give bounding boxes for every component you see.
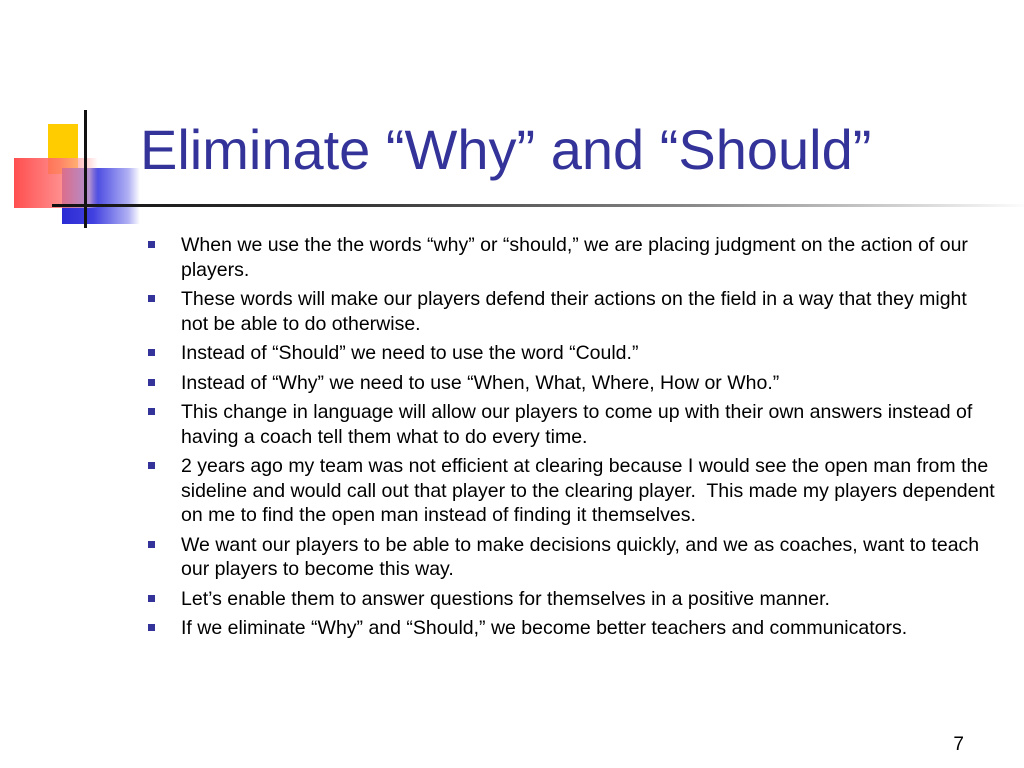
bullet-item	[148, 533, 998, 582]
bullet-item	[148, 233, 998, 282]
bullet-square-icon	[148, 379, 155, 386]
bullet-item	[148, 616, 998, 641]
bullet-square-icon	[148, 295, 155, 302]
bullet-text: If we eliminate “Why” and “Should,” we become better teachers and communicators.	[181, 617, 908, 639]
bullet-list	[148, 233, 1001, 646]
bullet-item	[148, 341, 998, 366]
bullet-square-icon	[148, 241, 155, 248]
title-underline	[52, 204, 1024, 207]
bullet-square-icon	[148, 541, 155, 548]
bullet-text: We want our players to be able to make decisions quickly, and we as coaches, want to teach our players to become this way.	[181, 533, 980, 580]
bullet-text: This change in language will allow our players to come up with their own answers instead of having a coach tell them what to do every time.	[181, 401, 973, 448]
bullet-text: Instead of “Should” we need to use the word “Could.”	[181, 342, 639, 364]
page-number: 7	[953, 734, 964, 755]
logo-vertical-line	[84, 110, 87, 228]
bullet-square-icon	[148, 595, 155, 602]
bullet-text: These words will make our players defend their actions on the field in a way that they might not be able to do otherwise.	[181, 288, 967, 335]
bullet-text: Instead of “Why” we need to use “When, What, Where, How or Who.”	[181, 371, 780, 394]
bullet-item	[148, 400, 998, 449]
bullet-square-icon	[148, 349, 155, 356]
bullet-square-icon	[148, 624, 155, 631]
bullet-square-icon	[148, 462, 155, 469]
bullet-item	[148, 287, 998, 336]
bullet-item	[148, 454, 1001, 528]
bullet-square-icon	[148, 408, 155, 415]
bullet-text: Let’s enable them to answer questions for themselves in a positive manner.	[181, 587, 830, 610]
bullet-text: When we use the the words “why” or “should,” we are placing judgment on the action of our players.	[181, 234, 968, 281]
bullet-item	[148, 371, 998, 396]
bullet-item	[148, 587, 998, 612]
bullet-text: 2 years ago my team was not efficient at clearing because I would see the open man from the sideline and would call out that player to the clearing player. This made my players dependent on me to find the open man instead of finding it themselves.	[181, 455, 1001, 526]
slide-title: Eliminate “Why” and “Should”	[140, 118, 872, 181]
